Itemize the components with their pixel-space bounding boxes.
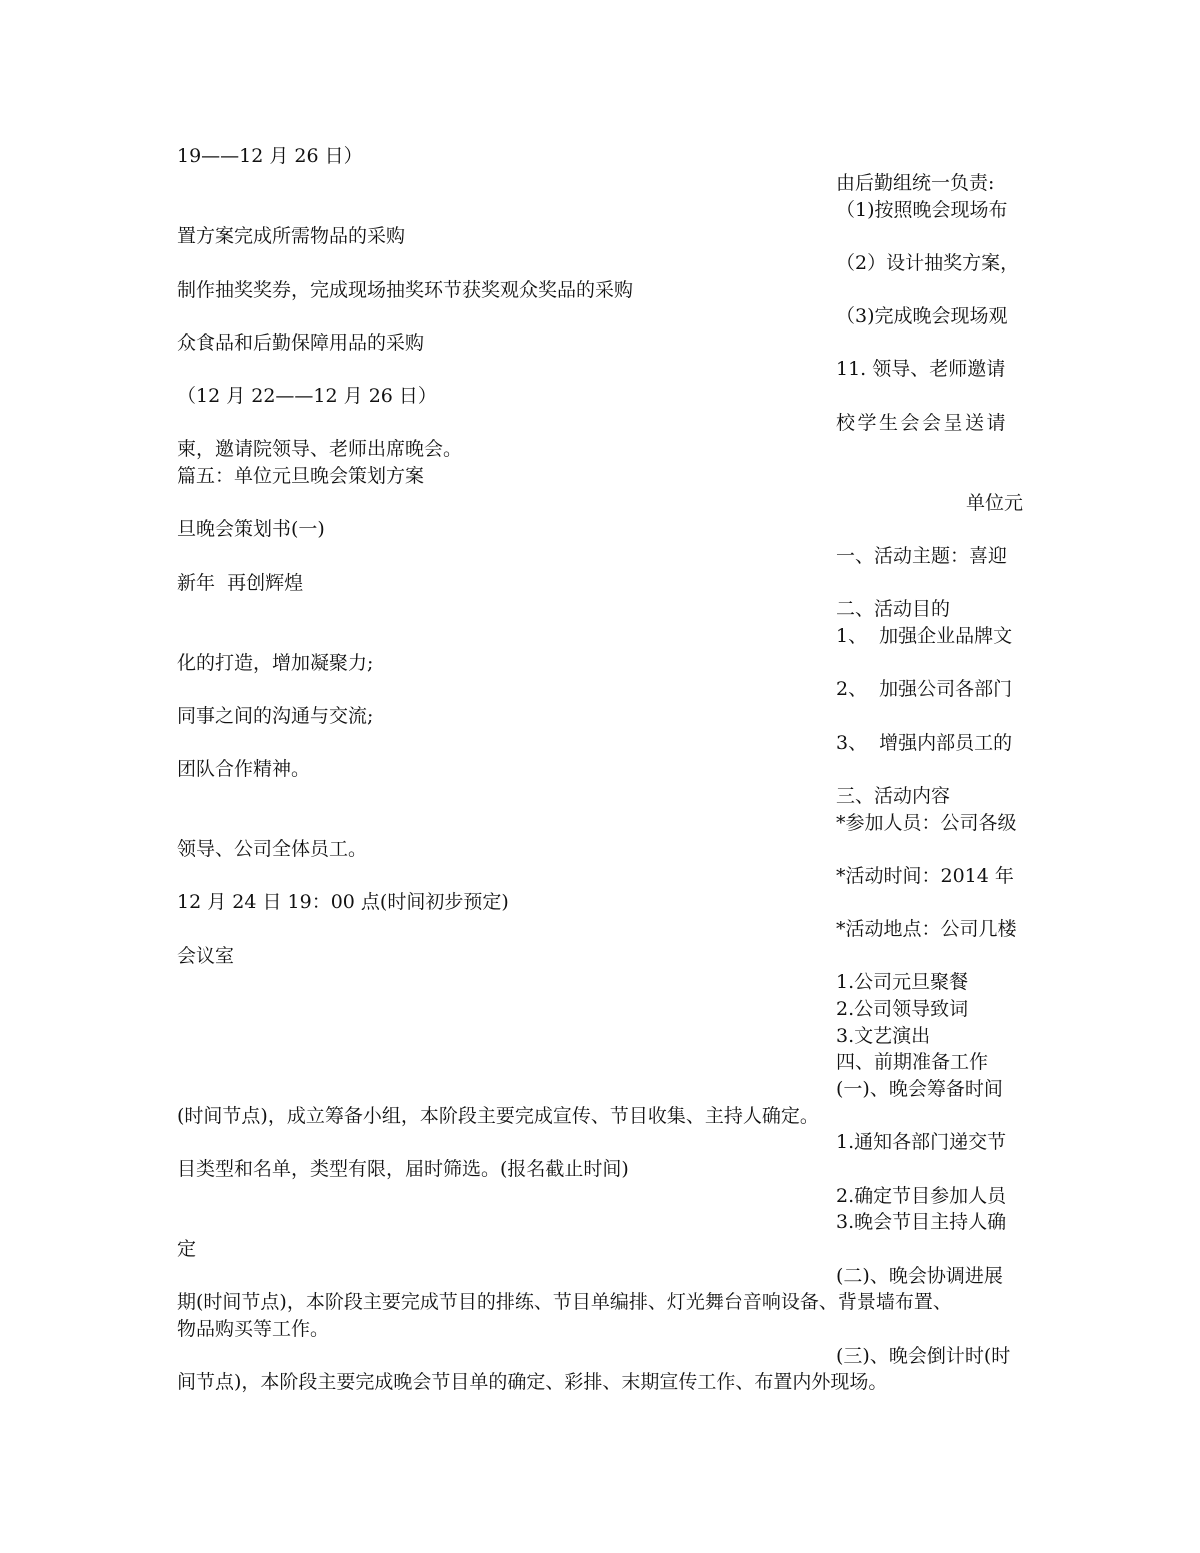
text-line: （2）设计抽奖方案，	[836, 252, 1020, 274]
text-line: (二)、晚会协调进展	[836, 1265, 1003, 1287]
text-line: 会议室	[177, 945, 235, 967]
text-line: *活动地点：公司几楼	[836, 918, 1017, 940]
text-line: （3)完成晚会现场观	[836, 305, 1008, 327]
text-line: *参加人员：公司各级	[836, 812, 1017, 834]
text-line: 目类型和名单，类型有限，届时筛选。(报名截止时间)	[177, 1158, 629, 1180]
text-line: 领导、公司全体员工。	[177, 838, 368, 860]
text-line: 校学生会会呈送请	[836, 412, 1009, 434]
text-line: 19——12 月 26 日）	[177, 145, 363, 167]
text-line: 3.晚会节目主持人确	[836, 1211, 1007, 1233]
text-line: 12 月 24 日 19：00 点(时间初步预定)	[177, 891, 509, 913]
text-line: 间节点)，本阶段主要完成晚会节目单的确定、彩排、末期宣传工作、布置内外现场。	[177, 1371, 888, 1393]
text-line: 1.通知各部门递交节	[836, 1131, 1007, 1153]
text-line: 柬，邀请院领导、老师出席晚会。	[177, 438, 463, 460]
text-line: 定	[177, 1238, 197, 1260]
text-line: （12 月 22——12 月 26 日）	[177, 385, 437, 407]
text-line: 由后勤组统一负责:	[836, 172, 995, 194]
text-line: *活动时间：2014 年	[836, 865, 1014, 887]
text-line: （1)按照晚会现场布	[836, 199, 1008, 221]
text-line: (一)、晚会筹备时间	[836, 1078, 1003, 1100]
text-line: 旦晚会策划书(一)	[177, 518, 325, 540]
text-line: 1.公司元旦聚餐	[836, 971, 969, 993]
text-line: 期(时间节点)，本阶段主要完成节目的排练、节目单编排、灯光舞台音响设备、背景墙布置、	[177, 1291, 952, 1313]
text-line: 2.确定节目参加人员	[836, 1185, 1007, 1207]
text-line: 11. 领导、老师邀请	[836, 358, 1006, 380]
text-line: 1、 加强企业品牌文	[836, 625, 1013, 647]
text-line: (三)、晚会倒计时(时	[836, 1345, 1011, 1367]
text-line: 制作抽奖奖券，完成现场抽奖环节获奖观众奖品的采购	[177, 279, 634, 301]
text-line: 2.公司领导致词	[836, 998, 969, 1020]
text-line: 一、活动主题：喜迎	[836, 545, 1008, 567]
text-line: 2、 加强公司各部门	[836, 678, 1013, 700]
text-line: (时间节点)，成立筹备小组，本阶段主要完成宣传、节目收集、主持人确定。	[177, 1105, 819, 1127]
section-heading: 篇五：单位元旦晚会策划方案	[177, 465, 425, 487]
text-line: 单位元	[965, 492, 1023, 514]
text-line: 二、活动目的	[836, 598, 951, 620]
text-line: 3.文艺演出	[836, 1025, 931, 1047]
text-line: 众食品和后勤保障用品的采购	[177, 332, 425, 354]
text-line: 物品购买等工作。	[177, 1318, 330, 1340]
text-line: 团队合作精神。	[177, 758, 311, 780]
text-line: 化的打造，增加凝聚力;	[177, 652, 374, 674]
text-line: 3、 增强内部员工的	[836, 732, 1013, 754]
text-line: 同事之间的沟通与交流;	[177, 705, 374, 727]
text-line: 三、活动内容	[836, 785, 951, 807]
text-line: 置方案完成所需物品的采购	[177, 225, 406, 247]
text-line: 四、前期准备工作	[836, 1051, 989, 1073]
text-line: 新年 再创辉煌	[177, 572, 304, 594]
